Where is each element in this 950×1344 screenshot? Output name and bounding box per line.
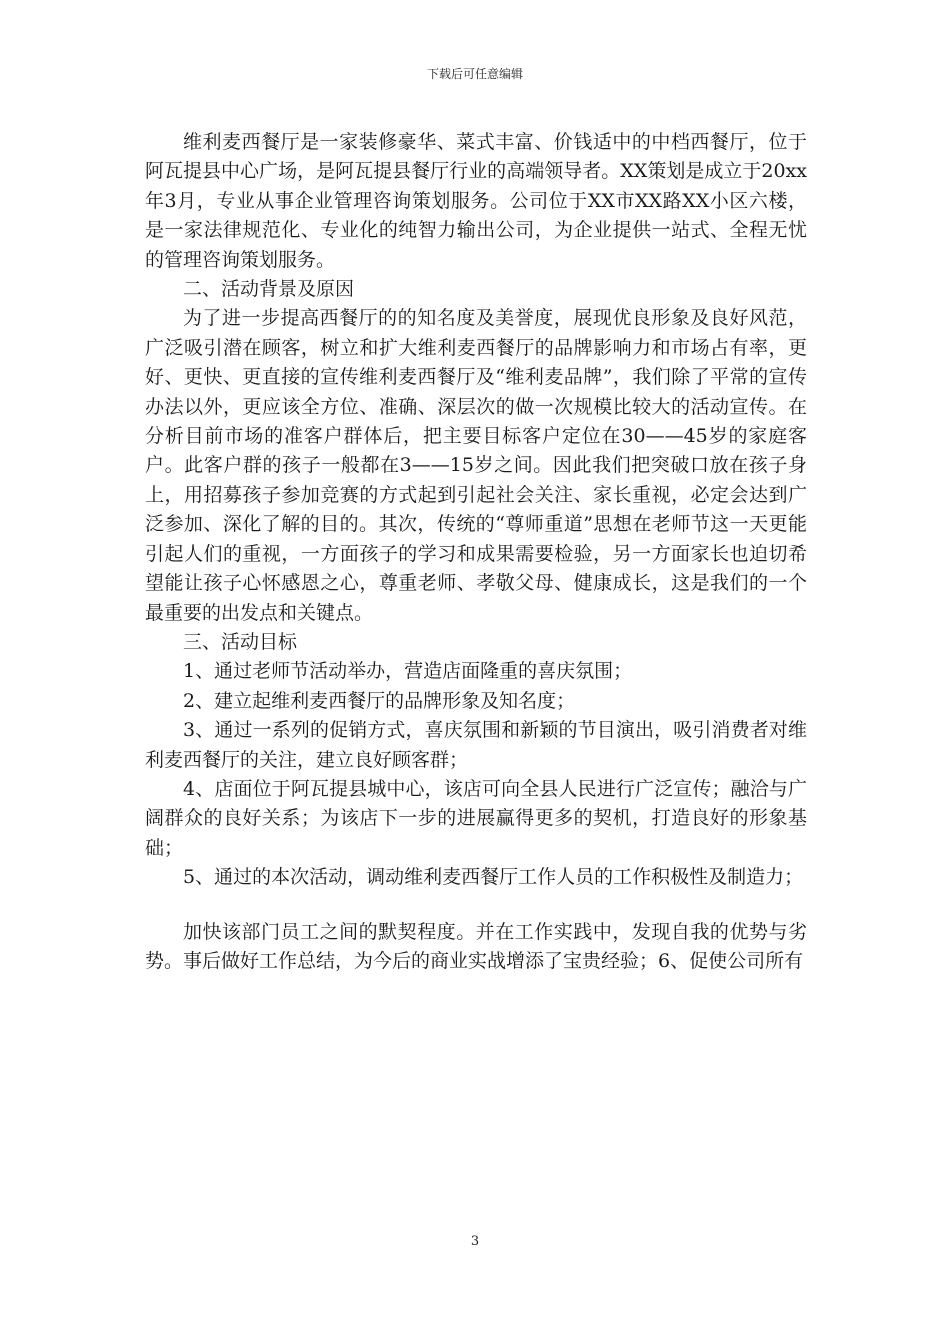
background-paragraph: 为了进一步提高西餐厅的的知名度及美誉度，展现优良形象及良好风范，广泛吸引潜在顾客，树立和扩大维利麦西餐厅的品牌影响力和市场占有率，更好、更快、更直接的宣传维利麦西餐厅及“维利麦品牌”，我们除了平常的宣传办法以外，更应该全方位、准确、深层次的做一次规模比较大的活动宣传。在分析目前市场的准客户群体后，把主要目标客户定位在30——45岁的家庭客户。此客户群的孩子一般都在3——15岁之间。因此我们把突破口放在孩子身上，用招募孩子参加竞赛的方式起到引起社会关注、家长重视，必定会达到广泛参加、深化了解的目的。其次，传统的“尊师重道”思想在老师节这一天更能引起人们的重视，一方面孩子的学习和成果需要检验，另一方面家长也迫切希望能让孩子心怀感恩之心，尊重老师、孝敬父母、健康成长，这是我们的一个最重要的出发点和关键点。 xyxy=(145,307,807,624)
section-heading-goals: 三、活动目标 xyxy=(183,630,298,653)
goal-item-5: 5、通过的本次活动，调动维利麦西餐厅工作人员的工作积极性及制造力； xyxy=(183,866,804,889)
goal-item-4: 4、店面位于阿瓦提县城中心，该店可向全县人民进行广泛宣传；融洽与广阔群众的良好关系；为该店下一步的进展赢得更多的契机，打造良好的形象基础； xyxy=(145,777,807,859)
goal-item-1: 1、通过老师节活动举办，营造店面隆重的喜庆氛围； xyxy=(183,660,633,683)
goal-item-3: 3、通过一系列的促销方式，喜庆氛围和新颖的节目演出，吸引消费者对维利麦西餐厅的关注，建立良好顾客群； xyxy=(145,719,807,771)
goal-item-2: 2、建立起维利麦西餐厅的品牌形象及知名度； xyxy=(183,689,576,712)
continuation-paragraph: 加快该部门员工之间的默契程度。并在工作实践中，发现自我的优势与劣势。事后做好工作总结，为今后的商业实战增添了宝贵经验；6、促使公司所有 xyxy=(145,920,807,972)
section-heading-background: 二、活动背景及原因 xyxy=(183,278,355,301)
header-note: 下载后可任意编辑 xyxy=(426,67,523,81)
intro-paragraph: 维利麦西餐厅是一家装修豪华、菜式丰富、价钱适中的中档西餐厅，位于阿瓦提县中心广场，是阿瓦提县餐厅行业的高端领导者。XX策划是成立于20xx年3月，专业从事企业管理咨询策划服务。公司位于XX市XX路XX小区六楼，是一家法律规范化、专业化的纯智力输出公司，为企业提供一站式、全程无忧的管理咨询策划服务。 xyxy=(145,131,807,271)
document-body xyxy=(145,128,807,976)
page-number: 3 xyxy=(470,1234,480,1249)
